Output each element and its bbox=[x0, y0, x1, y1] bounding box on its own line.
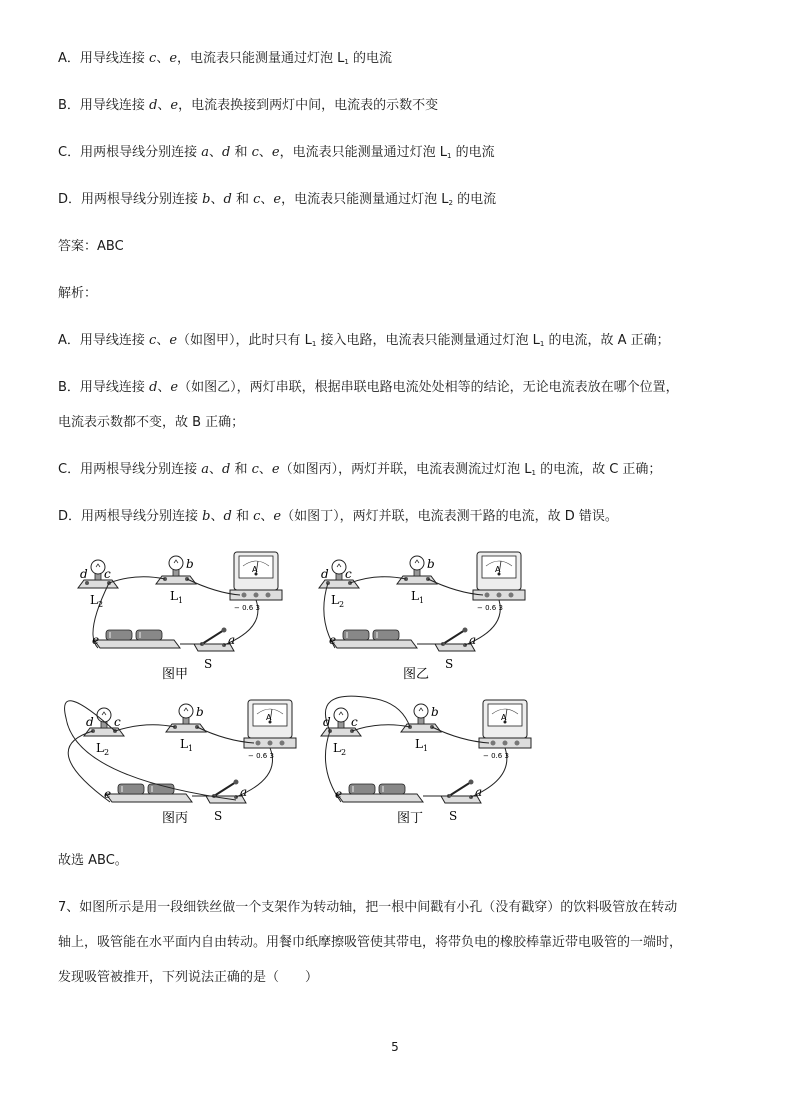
option-b: B．用导线连接 d、e，电流表换接到两灯中间，电流表的示数不变 bbox=[58, 98, 439, 113]
option-d: D．用两根导线分别连接 b、d 和 c、e，电流表只能测量通过灯泡 $L_2$ 的电流 bbox=[58, 192, 497, 207]
label-e: e bbox=[329, 633, 337, 647]
label-l2: $L_2$ bbox=[96, 741, 110, 757]
caption-bing: 图丙 bbox=[162, 811, 189, 826]
analysis-label: 解析： bbox=[58, 286, 98, 301]
question-7-line-1: 7、如图所示是用一段细铁丝做一个支架作为转动轴，把一根中间戳有小孔（没有戳穿）的饮料吸管放在转动 bbox=[58, 900, 678, 915]
label-c: c bbox=[114, 715, 121, 729]
caption-yi: 图乙 bbox=[403, 667, 430, 682]
circuit-figures bbox=[56, 548, 536, 832]
meter-scale: − 0.6 3 bbox=[477, 604, 503, 612]
label-l2: $L_2$ bbox=[90, 593, 104, 609]
label-a: a bbox=[228, 633, 236, 647]
analysis-b: B．用导线连接 d、e（如图乙），两灯串联，根据串联电路电流处处相等的结论，无论电流表放在哪个位置， bbox=[58, 380, 679, 395]
figure-yi bbox=[319, 552, 525, 682]
label-l1: $L_1$ bbox=[411, 589, 425, 605]
analysis-a: A．用导线连接 c、e（如图甲），此时只有 $L_1$ 接入电路，电流表只能测量通过灯泡 $L_1$ 的电流，故 A 正确； bbox=[58, 333, 670, 348]
analysis-d: D．用两根导线分别连接 b、d 和 c、e（如图丁），两灯并联，电流表测干路的电流，故 D 错误。 bbox=[58, 509, 618, 524]
label-b: b bbox=[431, 705, 439, 719]
label-s: S bbox=[445, 657, 454, 671]
conclusion: 故选 ABC。 bbox=[58, 853, 128, 868]
label-l1: $L_1$ bbox=[180, 737, 194, 753]
label-c: c bbox=[345, 567, 352, 581]
label-c: c bbox=[351, 715, 358, 729]
figure-jia bbox=[78, 552, 282, 682]
label-s: S bbox=[214, 809, 223, 823]
label-d: d bbox=[323, 715, 331, 729]
question-7-line-3: 发现吸管被推开，下列说法正确的是（ ） bbox=[58, 970, 319, 985]
meter-symbol: A bbox=[495, 565, 501, 574]
label-c: c bbox=[104, 567, 111, 581]
analysis-b-cont: 电流表示数都不变，故 B 正确； bbox=[58, 415, 245, 430]
label-a: a bbox=[469, 633, 477, 647]
label-a: a bbox=[475, 785, 483, 799]
figure-ding bbox=[321, 696, 531, 826]
option-c: C．用两根导线分别连接 a、d 和 c、e，电流表只能测量通过灯泡 $L_1$ 的电流 bbox=[58, 145, 495, 160]
label-d: d bbox=[321, 567, 329, 581]
option-a: A．用导线连接 c、e，电流表只能测量通过灯泡 $L_1$ 的电流 bbox=[58, 51, 393, 66]
meter-scale: − 0.6 3 bbox=[234, 604, 260, 612]
label-s: S bbox=[449, 809, 458, 823]
caption-jia: 图甲 bbox=[162, 667, 189, 682]
question-7-line-2: 轴上，吸管能在水平面内自由转动。用餐巾纸摩擦吸管使其带电，将带负电的橡胶棒靠近带电吸管的一端时， bbox=[58, 935, 683, 950]
meter-scale: − 0.6 3 bbox=[248, 752, 274, 760]
label-l1: $L_1$ bbox=[415, 737, 429, 753]
figure-bing bbox=[65, 700, 296, 826]
answer: 答案：ABC bbox=[58, 239, 124, 254]
meter-symbol: A bbox=[266, 713, 272, 722]
meter-symbol: A bbox=[252, 565, 258, 574]
meter-scale: − 0.6 3 bbox=[483, 752, 509, 760]
label-e: e bbox=[92, 633, 100, 647]
label-l2: $L_2$ bbox=[333, 741, 347, 757]
analysis-c: C．用两根导线分别连接 a、d 和 c、e（如图丙），两灯并联，电流表测流过灯泡 $L_1$ 的电流，故 C 正确； bbox=[58, 462, 662, 477]
label-b: b bbox=[186, 557, 194, 571]
label-d: d bbox=[86, 715, 94, 729]
label-l2: $L_2$ bbox=[331, 593, 345, 609]
label-l1: $L_1$ bbox=[170, 589, 184, 605]
page-number: 5 bbox=[391, 1040, 399, 1054]
label-e: e bbox=[104, 787, 112, 801]
label-b: b bbox=[196, 705, 204, 719]
label-a: a bbox=[240, 785, 248, 799]
label-s: S bbox=[204, 657, 213, 671]
circuit-diagram bbox=[56, 548, 536, 828]
label-d: d bbox=[80, 567, 88, 581]
caption-ding: 图丁 bbox=[397, 811, 424, 826]
label-e: e bbox=[335, 787, 343, 801]
label-b: b bbox=[427, 557, 435, 571]
meter-symbol: A bbox=[501, 713, 507, 722]
